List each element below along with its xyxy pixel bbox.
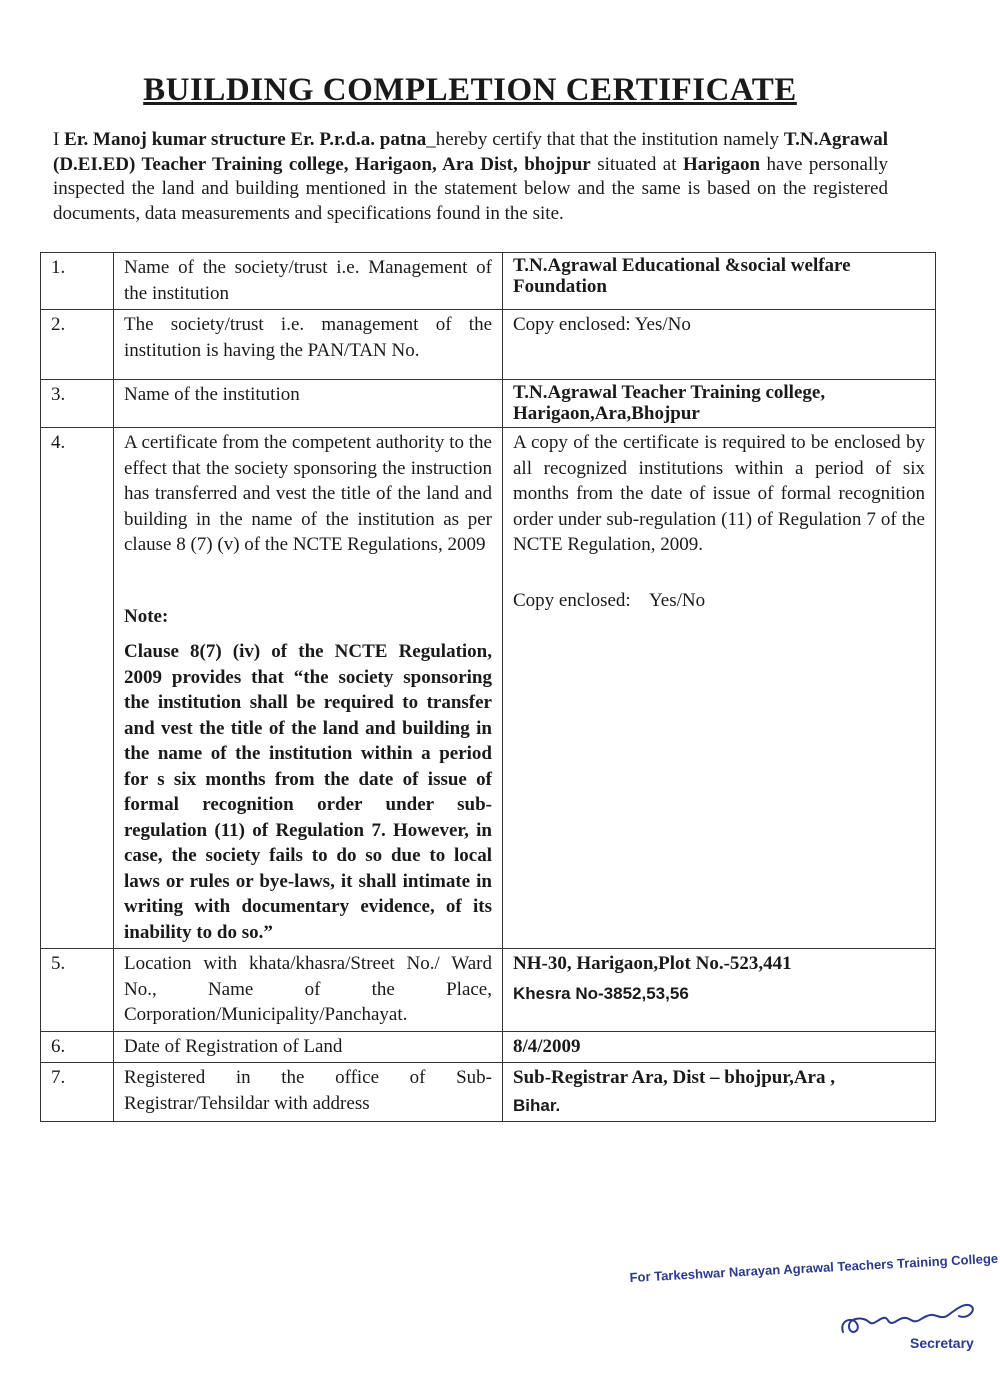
row-value: 8/4/2009 <box>503 1031 936 1063</box>
statement-table <box>40 252 936 1122</box>
row-label: Date of Registration of Land <box>114 1031 503 1063</box>
table-row <box>41 949 936 1032</box>
table-row <box>41 253 936 310</box>
signature-block <box>629 1250 999 1351</box>
row-number: 6. <box>41 1031 114 1063</box>
row-value-block <box>503 949 936 1032</box>
signature-icon <box>835 1290 985 1340</box>
table-row <box>41 380 936 428</box>
row-value-block <box>503 428 936 949</box>
row-label: A certificate from the competent authority to the effect that the society sponsoring the instruction has transferred and vest the title of the land and building in the name of the institution as per clause 8 (7) (v) of the NCTE Regulations, 2009 <box>124 432 492 555</box>
row-value: T.N.Agrawal Teacher Training college, Harigaon,Ara,Bhojpur <box>503 380 936 428</box>
state-name: Bihar. <box>513 1095 561 1115</box>
row-number: 3. <box>41 380 114 428</box>
note-text: Clause 8(7) (iv) of the NCTE Regulation, 2009 provides that “the society sponsoring the institution shall be required to transfer and vest the title of the land and building in the name of the institution within a period for s six months from the date of issue of formal recognition order under sub-regulation (11) of Regulation 7. However, in case, the society fails to do so due to local laws or rules or bye-laws, it shall intimate in writing with documentary evidence, of its inability to do so.” <box>124 641 492 943</box>
row-label: The society/trust i.e. management of the institution is having the PAN/TAN No. <box>114 310 503 380</box>
khesra-number: Khesra No-3852,53,56 <box>513 983 689 1003</box>
table-row <box>41 1063 936 1122</box>
intro-text-4: have personally inspected the land and building mentioned in the statement below and the same is based on the registered documents, data measurements and specifications found in the site. <box>53 153 889 224</box>
secretary-label: Secretary <box>910 1335 974 1351</box>
place-name: Harigaon <box>682 153 761 175</box>
row-value: T.N.Agrawal Educational &social welfare Foundation <box>503 253 936 310</box>
row-number: 7. <box>41 1063 114 1122</box>
certifier-name: Er. Manoj kumar structure Er. P.r.d.a. patna <box>64 129 427 150</box>
row-number: 4. <box>41 428 114 949</box>
row-value: Sub-Registrar Ara, Dist – bhojpur,Ara , <box>513 1067 835 1088</box>
row-number: 5. <box>41 949 114 1032</box>
row-value: A copy of the certificate is required to be enclosed by all recognized institutions within a period of six months from the date of issue of formal recognition order under sub-regulation (11) of Regulation 7 of the NCTE Regulation, 2009. <box>513 432 925 555</box>
institution-name: T.N.Agrawal (D.EI.ED) Teacher Training college, Harigaon, Ara Dist, bhojpur <box>53 129 888 175</box>
copy-enclosed-text: Copy enclosed: Yes/No <box>513 589 706 611</box>
row-label: Location with khata/khasra/Street No./ Ward No., Name of the Place, Corporation/Municipality/Panchayat. <box>114 949 503 1032</box>
row-value: NH-30, Harigaon,Plot No.-523,441 <box>513 953 792 974</box>
row-label-block <box>114 428 503 949</box>
row-number: 2. <box>41 310 114 380</box>
row-label: Name of the institution <box>114 380 503 428</box>
table-row <box>41 428 936 949</box>
intro-text-1: I <box>53 129 65 150</box>
row-label: Registered in the office of Sub-Registrar/Tehsildar with address <box>114 1063 503 1122</box>
table-row <box>41 310 936 380</box>
row-value-block <box>503 1063 936 1122</box>
intro-text-3: situated at <box>590 153 683 175</box>
row-value: Copy enclosed: Yes/No <box>503 310 936 380</box>
table-row <box>41 1031 936 1063</box>
spacer <box>124 558 492 604</box>
row-number: 1. <box>41 253 114 310</box>
intro-paragraph <box>53 128 888 226</box>
institution-stamp: For Tarkeshwar Narayan Agrawal Teachers Training College <box>629 1250 999 1285</box>
intro-text-2: _hereby certify that that the institution namely <box>426 129 784 150</box>
row-label: Name of the society/trust i.e. Management of the institution <box>114 253 503 310</box>
note-heading: Note: <box>124 605 169 627</box>
document-title: BUILDING COMPLETION CERTIFICATE <box>143 72 797 108</box>
